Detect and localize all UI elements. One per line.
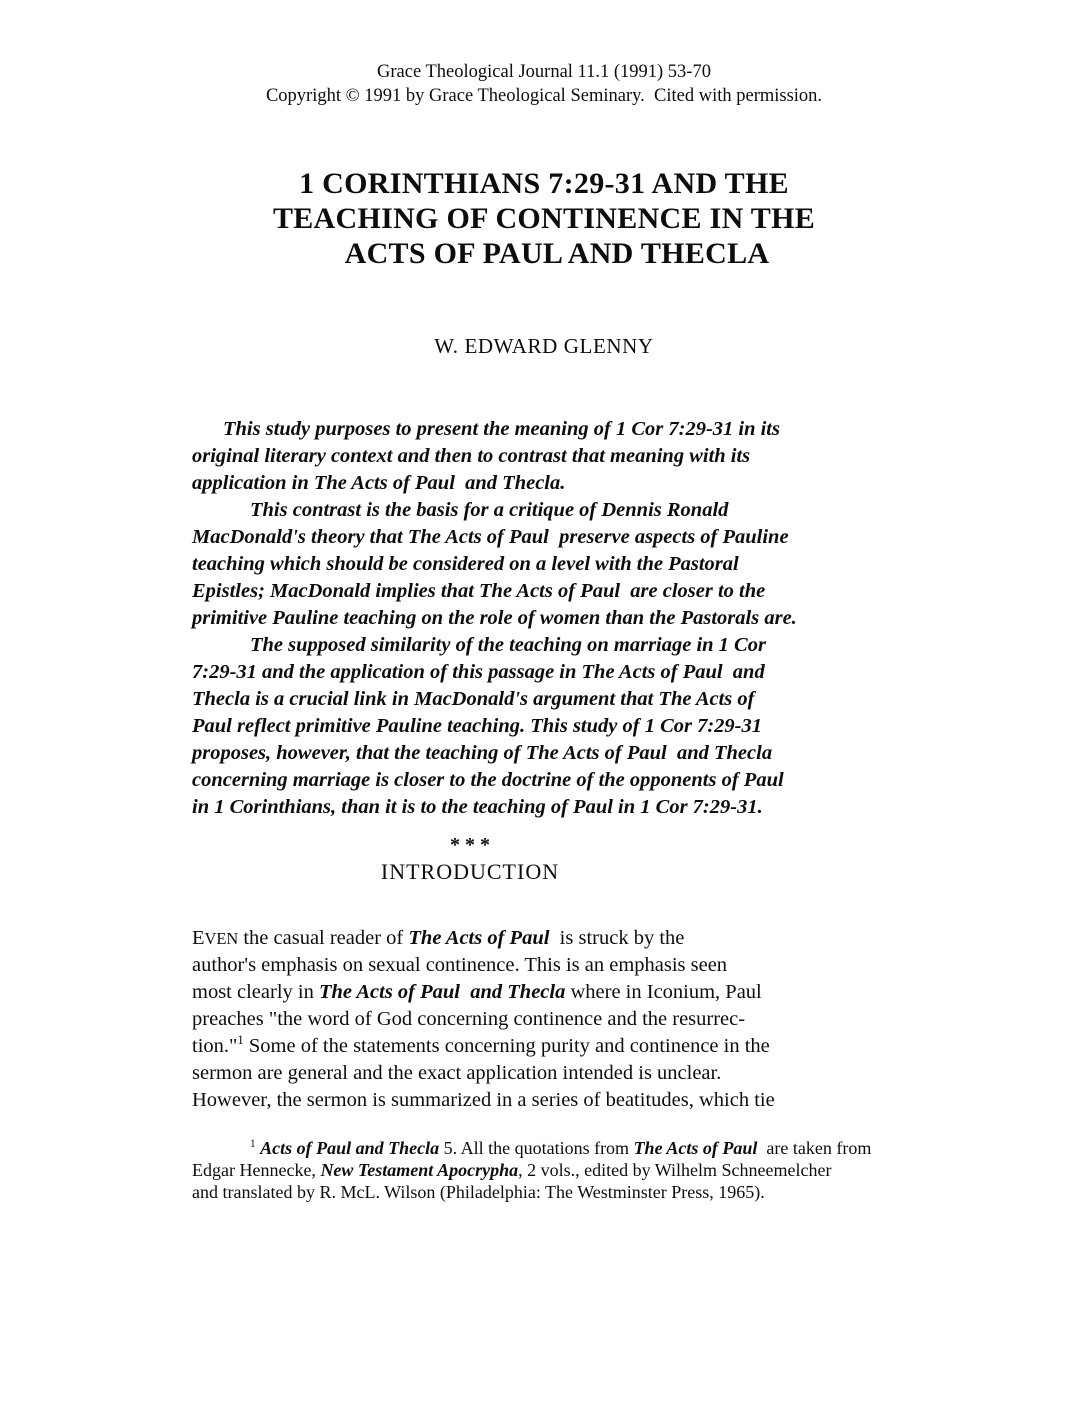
abstract-paragraph-1 [192, 416, 932, 497]
text-run: 5. All the quotations from [439, 1138, 634, 1158]
text-run: original literary context and then to contrast that meaning with its [192, 445, 751, 467]
text-line [192, 497, 932, 524]
text-run: 7:29-31 and the application of this passage in The Acts of Paul and [192, 661, 765, 683]
text-run: The Acts of Paul [633, 1138, 758, 1158]
text-line [192, 952, 932, 979]
text-line [192, 443, 932, 470]
text-line [192, 605, 932, 632]
copyright-notice: Copyright © 1991 by Grace Theological Seminary. Cited with permission. [265, 86, 823, 106]
journal-citation: Grace Theological Journal 11.1 (1991) 53-70 [377, 62, 711, 82]
section-divider: * * * [450, 834, 490, 856]
author-name: W. EDWARD GLENNY [434, 334, 654, 358]
text-line [192, 925, 932, 952]
text-run: E [192, 927, 205, 949]
text-run: primitive Pauline teaching on the role of women than the Pastorals are. [192, 607, 797, 629]
text-line [192, 1181, 932, 1203]
text-line [192, 740, 932, 767]
text-line [192, 470, 932, 497]
text-run: Paul reflect primitive Pauline teaching. This study of 1 Cor 7:29-31 [192, 715, 762, 737]
text-run: and translated by R. McL. Wilson (Philadelphia: The Westminster Press, 1965). [192, 1182, 765, 1202]
text-line [192, 416, 932, 443]
section-heading: INTRODUCTION [380, 859, 560, 884]
text-run: The Acts of Paul [408, 927, 550, 949]
text-line [192, 713, 932, 740]
text-run: tion." [192, 1035, 238, 1057]
text-line [192, 979, 932, 1006]
title-line-3: ACTS OF PAUL AND THECLA [344, 237, 770, 270]
text-line [192, 1060, 932, 1087]
text-run: The supposed similarity of the teaching on marriage in 1 Cor [250, 634, 766, 656]
abstract-paragraph-3 [192, 632, 932, 821]
text-run: sermon are general and the exact application intended is unclear. [192, 1062, 722, 1084]
text-line [192, 1087, 932, 1114]
text-run: application in The Acts of Paul and Thecla. [192, 472, 566, 494]
article-title [188, 166, 900, 271]
text-line [192, 1137, 932, 1159]
body-paragraph [192, 925, 932, 1114]
text-run: most clearly in [192, 981, 319, 1003]
text-run: are taken from [757, 1138, 872, 1158]
text-run: MacDonald's theory that The Acts of Paul preserve aspects of Pauline [192, 526, 789, 548]
text-line [192, 659, 932, 686]
text-run: in 1 Corinthians, than it is to the teaching of Paul in 1 Cor 7:29-31. [192, 796, 763, 818]
text-run: concerning marriage is closer to the doctrine of the opponents of Paul [192, 769, 784, 791]
text-run: This contrast is the basis for a critique of Dennis Ronald [250, 499, 729, 521]
text-run: 1 [237, 1033, 244, 1048]
text-run: preaches "the word of God concerning continence and the resurrec- [192, 1008, 746, 1030]
text-run: VEN [204, 929, 239, 948]
text-run: This study purposes to present the meaning of 1 Cor 7:29-31 in its [223, 418, 780, 440]
footnote [192, 1137, 932, 1203]
text-line [192, 578, 932, 605]
text-line [192, 1033, 932, 1060]
text-run: , 2 vols., edited by Wilhelm Schneemelcher [518, 1160, 832, 1180]
text-line [192, 524, 932, 551]
text-line [192, 1159, 932, 1181]
text-line [192, 686, 932, 713]
text-run: is struck by the [549, 927, 685, 949]
abstract-paragraph-2 [192, 497, 932, 632]
text-run: Edgar Hennecke, [192, 1160, 321, 1180]
text-run: However, the sermon is summarized in a series of beatitudes, which tie [192, 1089, 775, 1111]
title-line-1: 1 CORINTHIANS 7:29-31 AND THE [299, 167, 789, 200]
text-run: Some of the statements concerning purity and continence in the [243, 1035, 770, 1057]
text-line [192, 632, 932, 659]
text-run: New Testament Apocrypha [320, 1160, 519, 1180]
title-line-2: TEACHING OF CONTINENCE IN THE [272, 202, 816, 235]
text-run: the casual reader of [238, 927, 409, 949]
journal-header [188, 60, 900, 108]
text-run: Acts of Paul and Thecla [260, 1138, 440, 1158]
text-run: The Acts of Paul and Thecla [318, 981, 566, 1003]
text-line [192, 767, 932, 794]
text-line [192, 794, 932, 821]
text-run: where in Iconium, Paul [565, 981, 762, 1003]
text-run: Thecla is a crucial link in MacDonald's argument that The Acts of [192, 688, 755, 710]
text-run: 1 [250, 1138, 256, 1150]
text-run: proposes, however, that the teaching of The Acts of Paul and Thecla [192, 742, 773, 764]
text-run: author's emphasis on sexual continence. This is an emphasis seen [192, 954, 728, 976]
text-run: teaching which should be considered on a level with the Pastoral [192, 553, 739, 575]
abstract [192, 416, 932, 821]
text-run: Epistles; MacDonald implies that The Acts of Paul are closer to the [192, 580, 766, 602]
text-line [192, 551, 932, 578]
text-line [192, 1006, 932, 1033]
